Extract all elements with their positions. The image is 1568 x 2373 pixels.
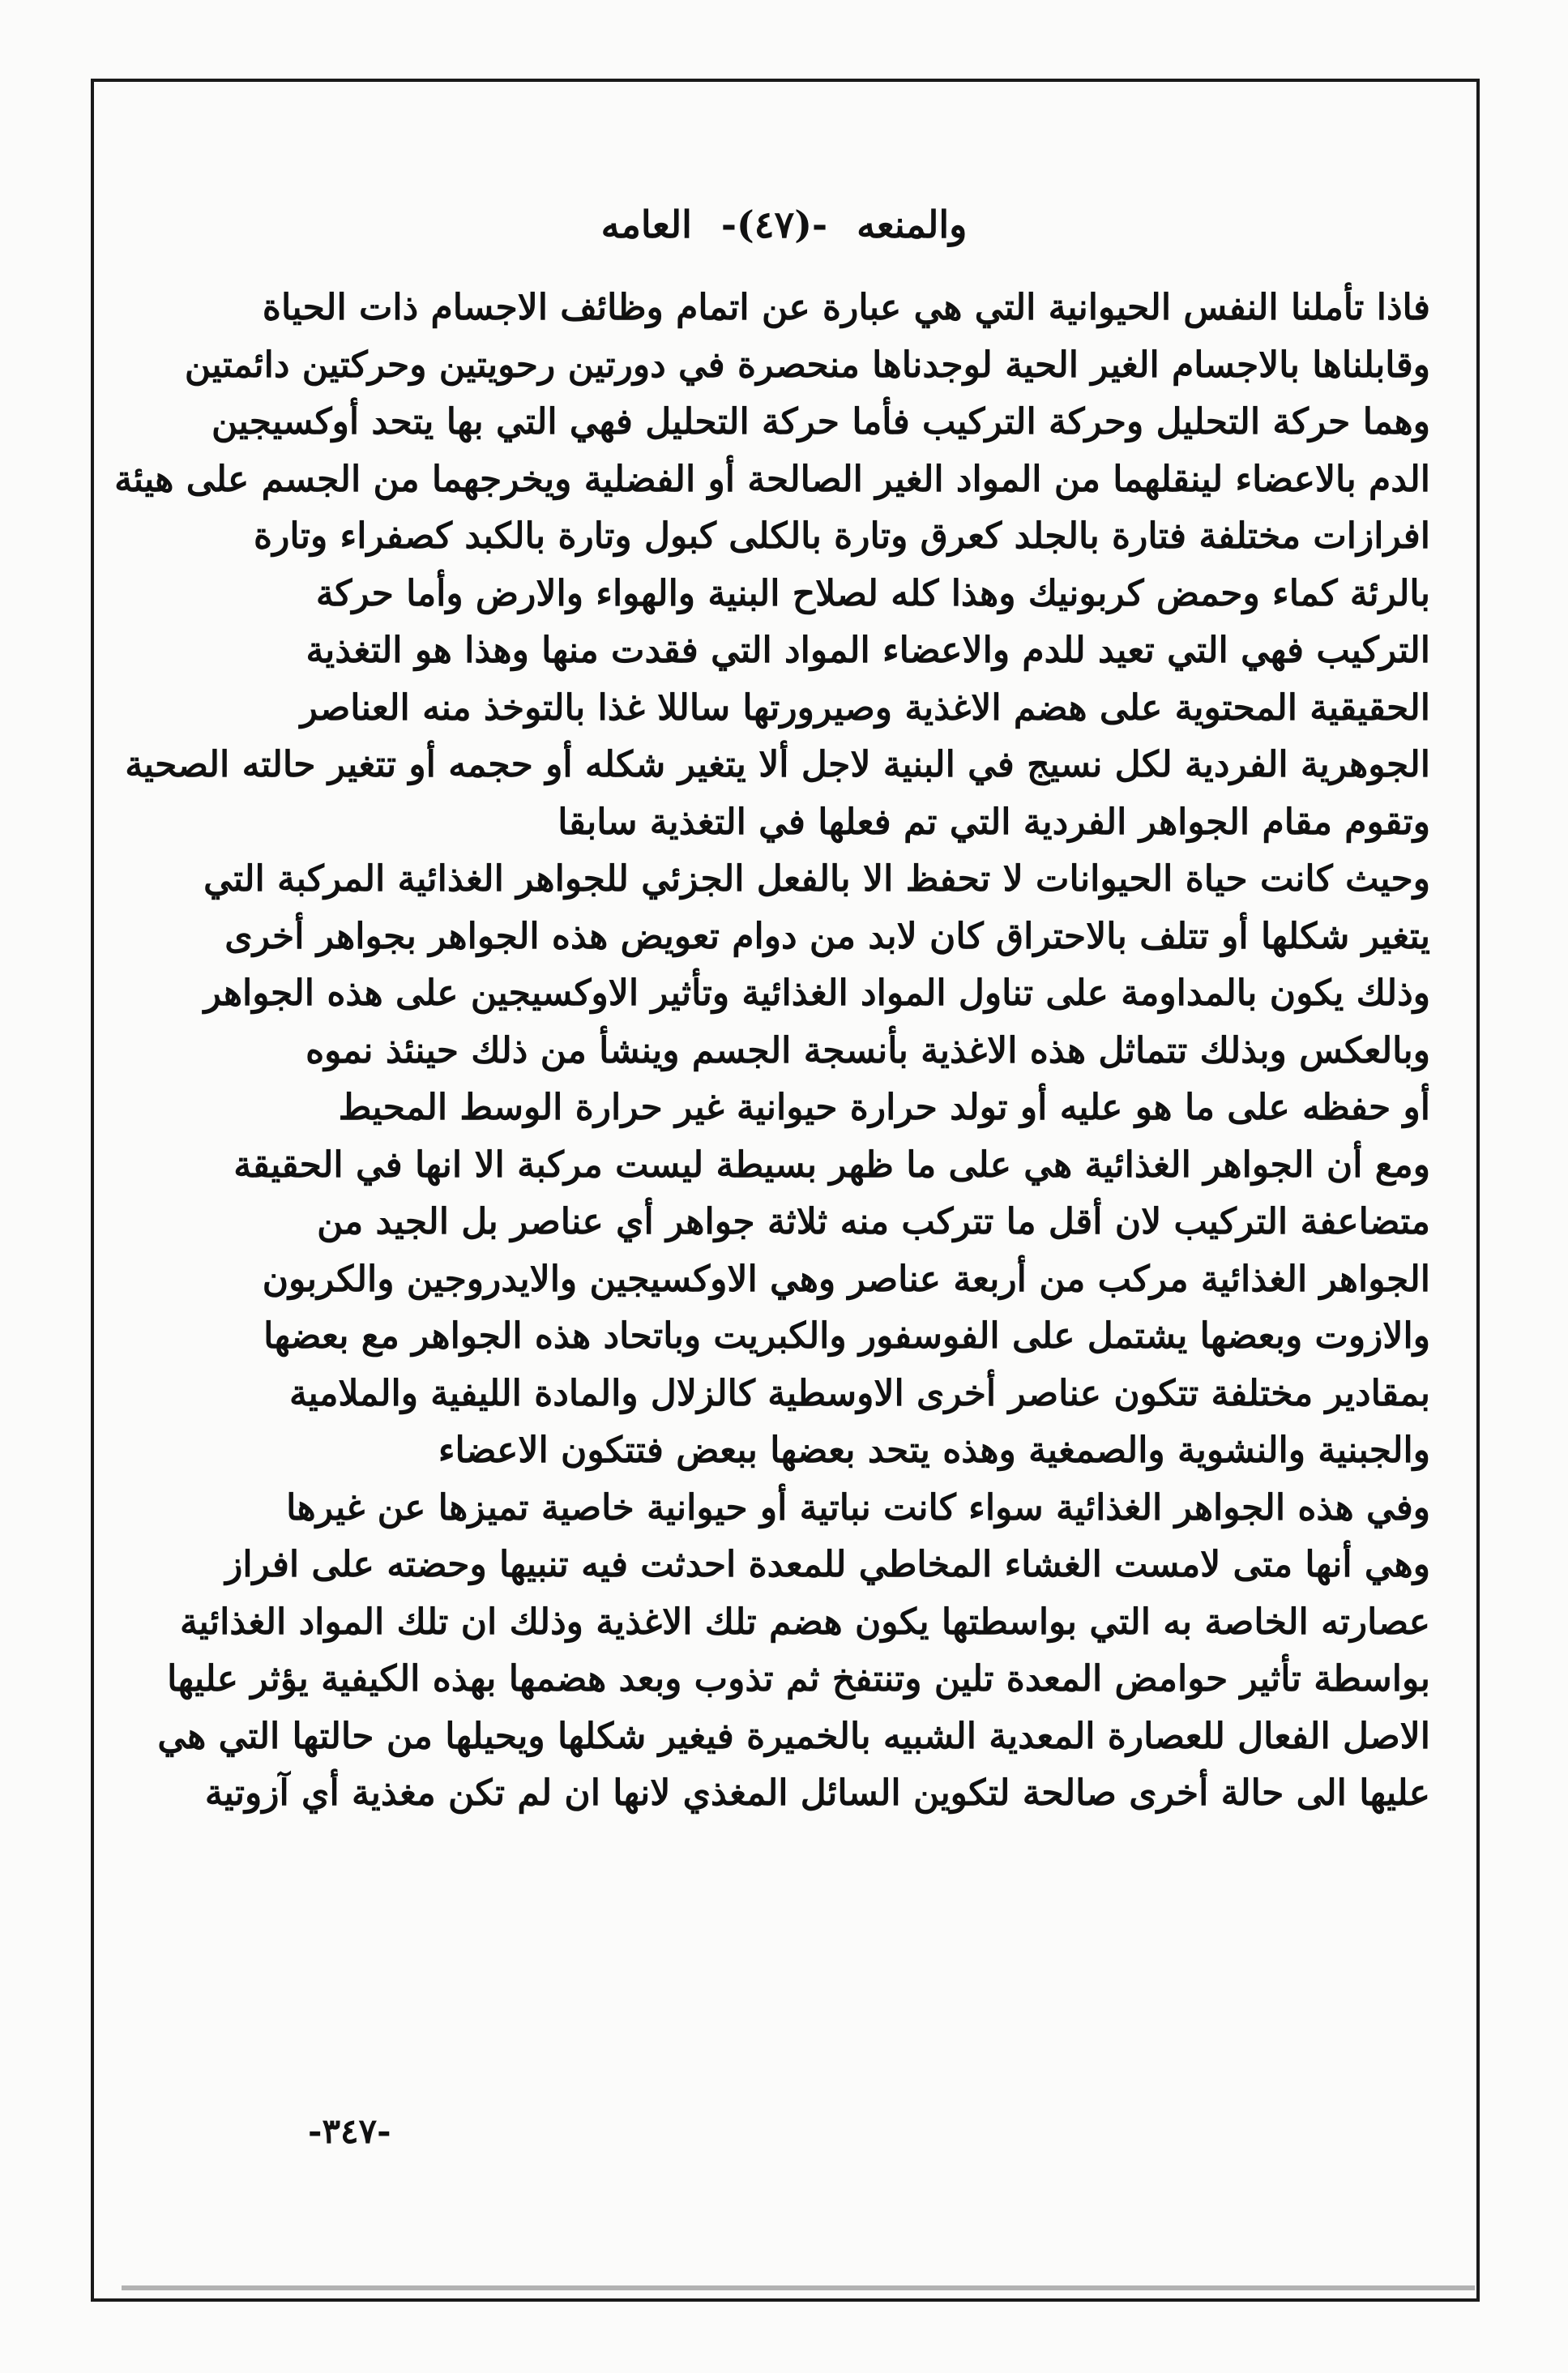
text-line: والجبنية والنشوية والصمغية وهذه يتحد بعضها ببعض فتتكون الاعضاء xyxy=(438,1430,1430,1471)
text-line: فاذا تأملنا النفس الحيوانية التي هي عبارة عن اتمام وظائف الاجسام ذات الحياة xyxy=(262,287,1430,328)
text-line: بواسطة تأثير حوامض المعدة تلين وتنتفخ ثم تذوب وبعد هضمها بهذه الكيفية يؤثر عليها xyxy=(167,1658,1430,1700)
text-line: بمقادير مختلفة تتكون عناصر أخرى الاوسطية كالزلال والمادة الليفية والملامية xyxy=(288,1372,1430,1414)
text-line: افرازات مختلفة فتارة بالجلد كعرق وتارة بالكلى كبول وتارة بالكبد كصفراء وتارة xyxy=(254,515,1430,557)
text-line: متضاعفة التركيب لان أقل ما تتركب منه ثلاثة جواهر أي عناصر بل الجيد من xyxy=(317,1201,1430,1242)
text-line: وحيث كانت حياة الحيوانات لا تحفظ الا بالفعل الجزئي للجواهر الغذائية المركبة التي xyxy=(203,858,1430,900)
text-line: وهما حركة التحليل وحركة التركيب فأما حركة التحليل فهي التي بها يتحد أوكسيجين xyxy=(211,401,1430,443)
text-line: وهي أنها متى لامست الغشاء المخاطي للمعدة احدثت فيه تنبيها وحضته على افراز xyxy=(225,1544,1430,1585)
text-line: عصارته الخاصة به التي بواسطتها يكون هضم تلك الاغذية وذلك ان تلك المواد الغذائية xyxy=(179,1601,1430,1643)
text-line: الدم بالاعضاء لينقلهما من المواد الغير الصالحة أو الفضلية ويخرجهما من الجسم على هيئة xyxy=(114,458,1430,500)
header-left-word: العامه xyxy=(600,203,692,246)
text-line: وقابلناها بالاجسام الغير الحية لوجدناها منحصرة في دورتين رحويتين وحركتين دائمتين xyxy=(184,344,1430,386)
text-line: والازوت وبعضها يشتمل على الفوسفور والكبريت وباتحاد هذه الجواهر مع بعضها xyxy=(263,1315,1430,1357)
text-line: يتغير شكلها أو تتلف بالاحتراق كان لابد من دوام تعويض هذه الجواهر بجواهر أخرى xyxy=(224,915,1430,957)
header-page-number: -(٤٧)- xyxy=(720,203,828,246)
body-text xyxy=(114,280,1430,1823)
text-line: التركيب فهي التي تعيد للدم والاعضاء المواد التي فقدت منها وهذا هو التغذية xyxy=(305,630,1430,671)
text-line: عليها الى حالة أخرى صالحة لتكوين السائل المغذي لانها ان لم تكن مغذية أي آزوتية xyxy=(204,1772,1430,1814)
text-line: الاصل الفعال للعصارة المعدية الشبيه بالخميرة فيغير شكلها ويحيلها من حالتها التي هي xyxy=(157,1715,1430,1757)
text-line: وتقوم مقام الجواهر الفردية التي تم فعلها في التغذية سابقا xyxy=(558,801,1430,843)
running-header xyxy=(0,203,1568,246)
folio-number: -٣٤٧- xyxy=(308,2111,391,2151)
text-line: الجواهر الغذائية مركب من أربعة عناصر وهي الاوكسيجين والايدروجين والكربون xyxy=(262,1258,1430,1300)
text-line: الجوهرية الفردية لكل نسيج في البنية لاجل ألا يتغير شكله أو حجمه أو تتغير حالته الصحية xyxy=(125,744,1430,785)
frame-bottom-edge xyxy=(122,2285,1475,2290)
text-line: أو حفظه على ما هو عليه أو تولد حرارة حيوانية غير حرارة الوسط المحيط xyxy=(338,1087,1430,1128)
text-line: الحقيقية المحتوية على هضم الاغذية وصيرورتها ساللا غذا بالتوخذ منه العناصر xyxy=(300,686,1430,729)
text-line: وفي هذه الجواهر الغذائية سواء كانت نباتية أو حيوانية خاصية تميزها عن غيرها xyxy=(286,1486,1430,1529)
text-line: وبالعكس وبذلك تتماثل هذه الاغذية بأنسجة الجسم وينشأ من ذلك حينئذ نموه xyxy=(305,1029,1430,1071)
text-line: وذلك يكون بالمداومة على تناول المواد الغذائية وتأثير الاوكسيجين على هذه الجواهر xyxy=(203,973,1430,1014)
text-line: ومع أن الجواهر الغذائية هي على ما ظهر بسيطة ليست مركبة الا انها في الحقيقة xyxy=(233,1144,1430,1186)
text-line: بالرئة كماء وحمض كربونيك وهذا كله لصلاح البنية والهواء والارض وأما حركة xyxy=(315,572,1430,614)
header-right-word: والمنعه xyxy=(857,203,968,246)
